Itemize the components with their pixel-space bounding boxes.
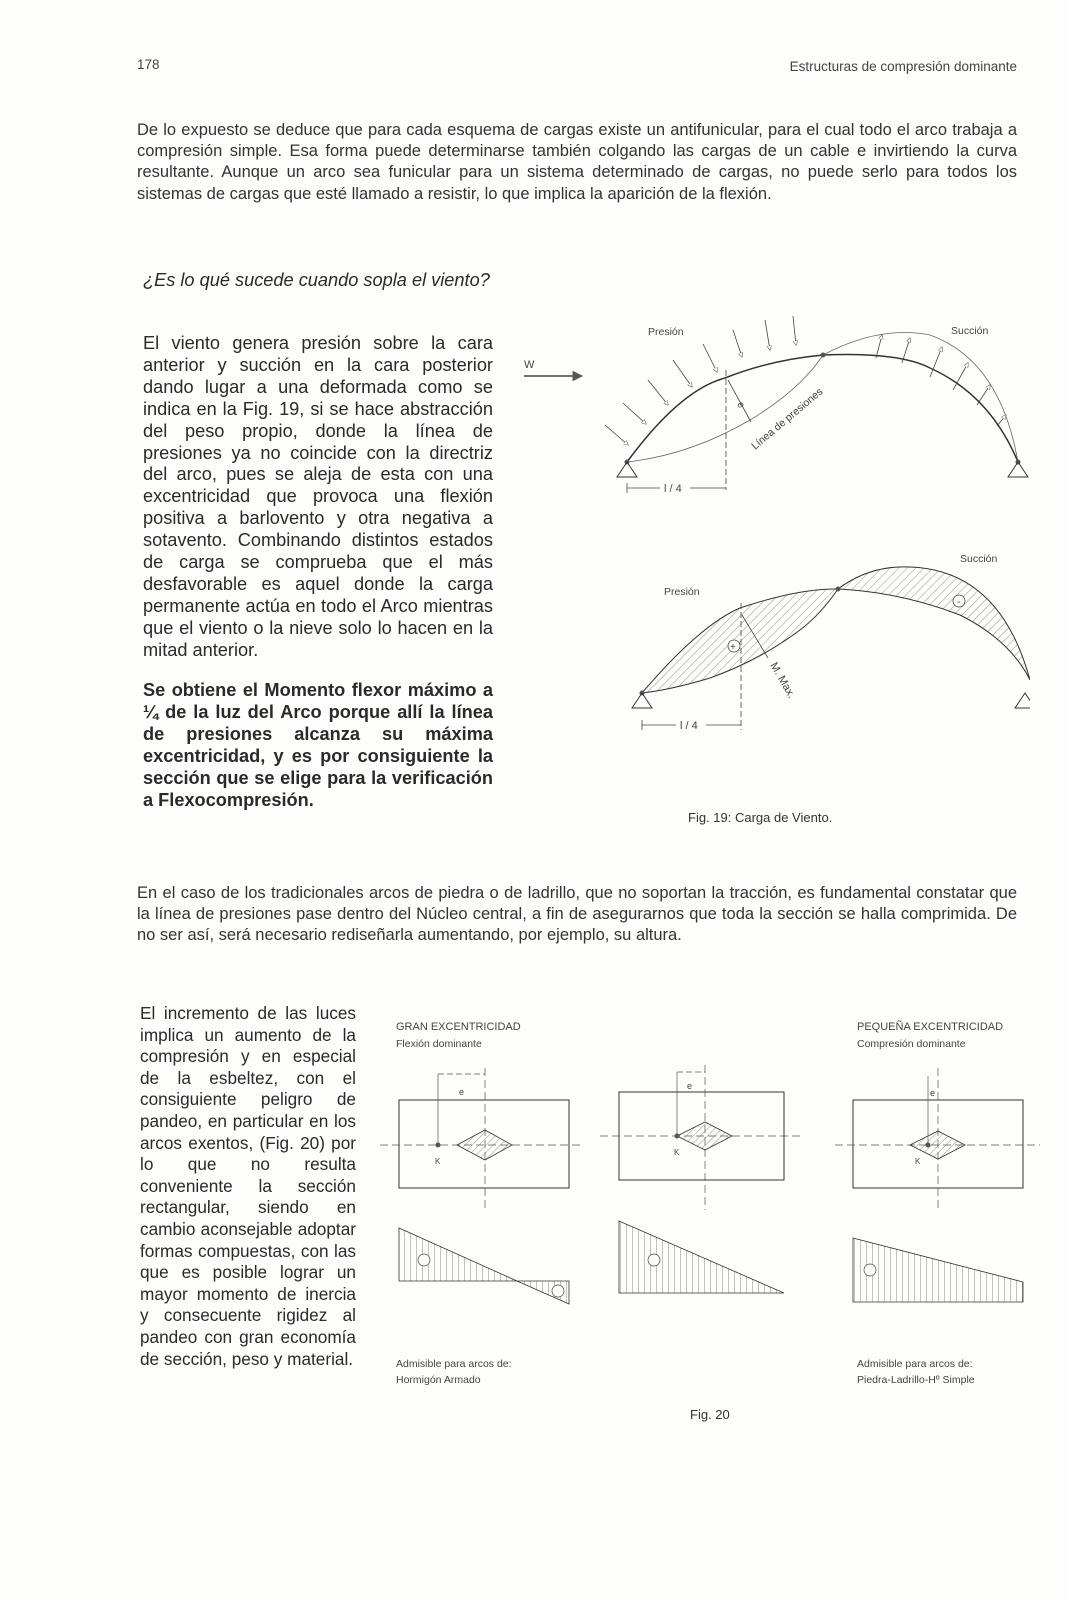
suction-arrows: [876, 335, 1006, 426]
span-label: l / 4: [664, 483, 682, 495]
large-eccentricity-stress-diagram: [399, 1228, 569, 1304]
e-label: e: [459, 1087, 465, 1097]
small-eccentricity-stress-diagram: [853, 1238, 1023, 1302]
e-label: e: [687, 1081, 693, 1091]
right-subtitle: Compresión dominante: [857, 1038, 966, 1050]
figure19-caption: Fig. 19: Carga de Viento.: [688, 810, 833, 825]
e-label: e: [930, 1088, 936, 1098]
positive-moment-area: [642, 589, 838, 693]
suction-label: Succión: [951, 325, 989, 337]
left-material-label: Hormigón Armado: [396, 1374, 481, 1386]
intro-paragraph: De lo expuesto se deduce que para cada esquema de cargas existe un antifunicular, para el cual todo el arco trabaja a compresión simple. Esa forma puede determinarse también colgando las cargas de un cable e invirtiendo la curva resultante. Aunque un arco sea funicular para un sistema determinado de cargas, no puede serlo para todos los sistemas de cargas que esté llamado a resistir, lo que implica la aparición de la flexión.: [137, 121, 1017, 203]
figure19-wind-load-diagram: [510, 300, 1030, 510]
negative-moment-area: [838, 567, 1030, 680]
left-title: GRAN EXCENTRICIDAD: [396, 1021, 521, 1033]
right-material-label: Piedra-Ladrillo-Hº Simple: [857, 1374, 975, 1386]
deformed-suction-curve: [823, 333, 1018, 463]
positive-sign: +: [730, 642, 736, 653]
arch-directrix: [627, 355, 1018, 462]
left-subtitle: Flexión dominante: [396, 1038, 482, 1050]
eccentricity-dimension: [728, 380, 751, 422]
small-eccentricity-section: [835, 1068, 1040, 1210]
max-moment-label: M. Max.: [767, 660, 798, 701]
right-support-icon: [1015, 693, 1030, 708]
pressure-label: Presión: [648, 326, 684, 338]
span-paragraph: El incremento de las luces implica un aumento de la compresión y en especial de la esbeltez, con el consiguiente peligro de pandeo, en particular en los arcos exentos, (Fig. 20) por lo que no resulta conveniente la sección rectangular, siendo en cambio aconsejable adoptar formas compuestas, con las que es posible lograr un mayor momento de inercia y consecuente rigidez al pandeo con gran economía de sección, peso y material.: [140, 1003, 356, 1369]
pressure-label: Presión: [664, 586, 700, 598]
figure19-moment-diagram: [580, 530, 1030, 730]
figure20-sections: [380, 1060, 1040, 1310]
eccentricity-label: e: [734, 400, 747, 411]
span-label: l / 4: [680, 720, 698, 730]
conclusion-paragraph: Se obtiene el Momento flexor máximo a ¼ de la luz del Arco porque allí la línea de presiones alcanza su máxima excentricidad, y es por consiguiente la sección que se elige para la verificación a Flexocompresión.: [143, 680, 493, 810]
running-title: Estructuras de compresión dominante: [789, 59, 1017, 74]
right-admissible-label: Admisible para arcos de:: [857, 1358, 973, 1370]
masonry-paragraph: En el caso de los tradicionales arcos de piedra o de ladrillo, que no soportan la tracción, es fundamental constatar que la línea de presiones pase dentro del Núcleo central, a fin de asegurarnos que toda la sección se halla comprimida. De no ser así, será necesario rediseñarla aumentando, por ejemplo, su altura.: [137, 884, 1017, 945]
medium-eccentricity-stress-diagram: [619, 1221, 784, 1293]
suction-label: Succión: [960, 553, 998, 565]
negative-sign: -: [957, 597, 961, 608]
wind-paragraph: El viento genera presión sobre la cara anterior y succión en la cara posterior dando lugar a una deformada como se indica en la Fig. 19, si se hace abstracción del peso propio, donde la línea de presiones ya no coincide con la directriz del arco, pues se aleja de esta con una excentricidad que provoca una flexión positiva a barlovento y otra negativa a sotavento. Combinando distintos estados de carga se comprueba que el más desfavorable es aquel donde la carga permanente actúa en todo el Arco mientras que el viento o la nieve solo lo hacen en la mitad anterior.: [143, 333, 493, 660]
medium-eccentricity-section: [600, 1065, 800, 1210]
figure20-caption: Fig. 20: [690, 1407, 730, 1422]
wind-label: W: [524, 359, 535, 371]
section-question: ¿Es lo qué sucede cuando sopla el viento?: [143, 270, 490, 290]
k-label: K: [674, 1148, 680, 1157]
pressure-line-label: Línea de presiones: [749, 385, 826, 453]
left-admissible-label: Admisible para arcos de:: [396, 1358, 512, 1370]
k-label: K: [915, 1157, 921, 1166]
pressure-arrows: [605, 316, 796, 445]
k-label: K: [435, 1157, 441, 1166]
large-eccentricity-section: [380, 1068, 580, 1210]
right-title: PEQUEÑA EXCENTRICIDAD: [857, 1021, 1004, 1033]
page-number: 178: [137, 57, 160, 72]
